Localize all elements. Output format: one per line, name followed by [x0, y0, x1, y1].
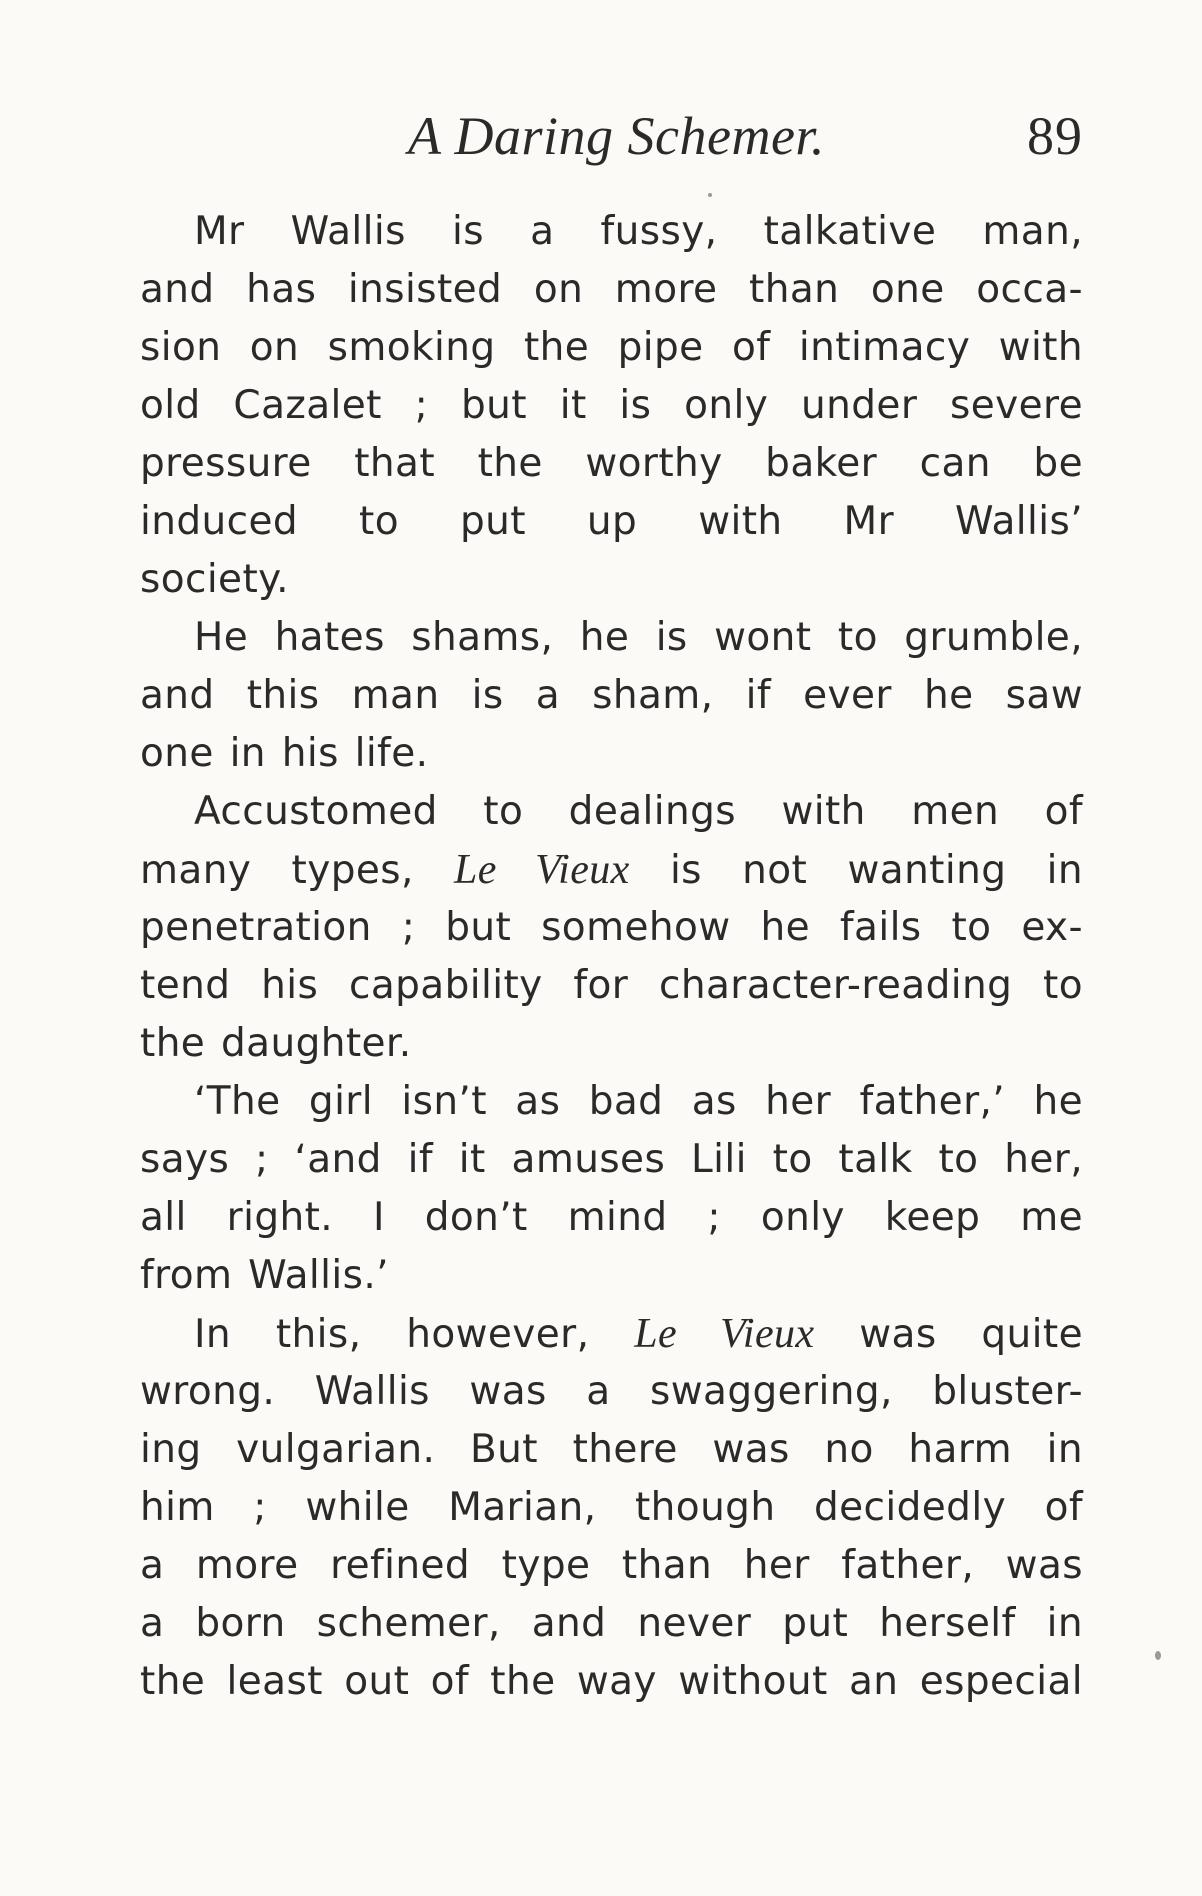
running-head: [140, 104, 1083, 168]
text-segment: is not wanting in: [629, 848, 1083, 893]
text-segment: In this, however,: [194, 1312, 635, 1357]
text-line: penetration ; but somehow he fails to ex-: [140, 905, 1083, 950]
ink-speck: [708, 193, 712, 197]
text-line: tend his capability for character-reading to: [140, 963, 1083, 1008]
text-line: He hates shams, he is wont to grumble,: [194, 615, 1083, 660]
text-line: ‘The girl isn’t as bad as her father,’ he: [194, 1079, 1083, 1124]
text-line: ing vulgarian. But there was no harm in: [140, 1427, 1083, 1472]
text-line: him ; while Marian, though decidedly of: [140, 1485, 1083, 1530]
ink-speck: [1155, 1651, 1161, 1660]
text-line: the least out of the way without an especial: [140, 1659, 1083, 1704]
text-line: all right. I don’t mind ; only keep me: [140, 1195, 1083, 1240]
text-line: says ; ‘and if it amuses Lili to talk to her,: [140, 1137, 1083, 1182]
text-line: sion on smoking the pipe of intimacy with: [140, 325, 1083, 370]
text-segment: was quite: [814, 1312, 1083, 1357]
text-line: and has insisted on more than one occa-: [140, 267, 1083, 312]
text-line: induced to put up with Mr Wallis’: [140, 499, 1083, 544]
text-line: Accustomed to dealings with men of: [194, 789, 1083, 834]
text-line: [140, 841, 1083, 899]
text-line: and this man is a sham, if ever he saw: [140, 673, 1083, 718]
text-line: pressure that the worthy baker can be: [140, 441, 1083, 486]
text-line: from Wallis.’: [140, 1253, 389, 1298]
text-line: Mr Wallis is a fussy, talkative man,: [194, 209, 1083, 254]
text-line: society.: [140, 557, 289, 602]
body-text: [140, 203, 1083, 1711]
text-line: old Cazalet ; but it is only under severe: [140, 383, 1083, 428]
text-line: one in his life.: [140, 731, 429, 776]
page-number: 89: [1027, 106, 1083, 166]
text-line: the daughter.: [140, 1021, 412, 1066]
text-line: [140, 1305, 1083, 1363]
text-line: wrong. Wallis was a swaggering, bluster-: [140, 1369, 1083, 1414]
text-segment: many types,: [140, 848, 455, 893]
italic-phrase: Le Vieux: [454, 847, 630, 893]
italic-phrase: Le Vieux: [634, 1311, 815, 1357]
running-title: A Daring Schemer.: [408, 106, 825, 166]
text-line: a more refined type than her father, was: [140, 1543, 1083, 1588]
text-line: a born schemer, and never put herself in: [140, 1601, 1083, 1646]
